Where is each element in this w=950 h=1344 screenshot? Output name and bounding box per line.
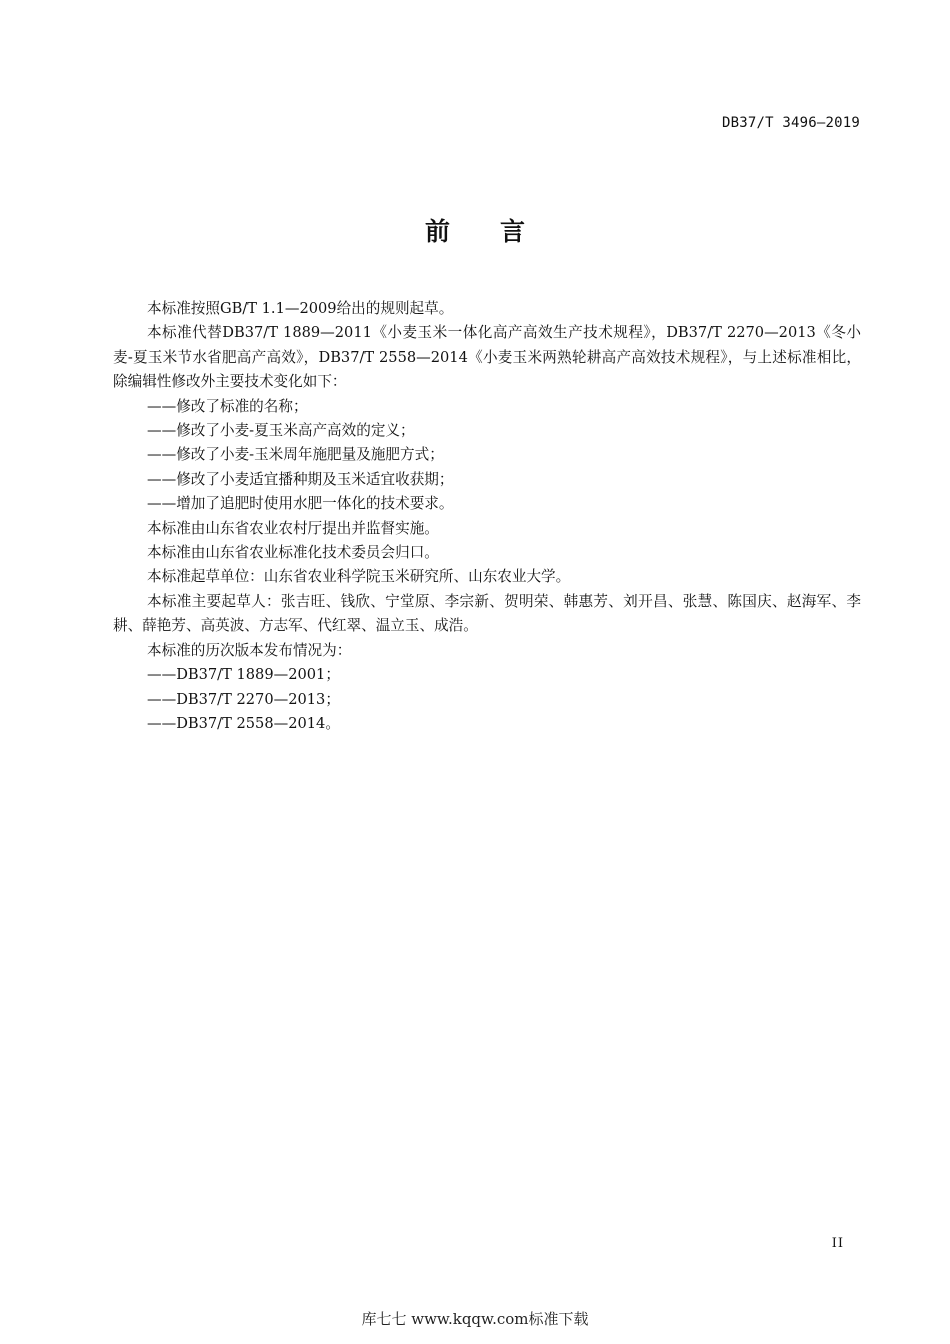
change-item: ——增加了追肥时使用水肥一体化的技术要求。 [147, 495, 454, 513]
paragraph-replaces: 本标准代替DB37/T 1889—2011《小麦玉米一体化高产高效生产技术规程》，DB37/T 2270—2013《冬小麦-夏玉米节水省肥高产高效》，DB37/T 2558—2014《小麦玉米两熟轮耕高产高效技术规程》，与上述标准相比，除编辑性修改外主要技术变化如下： [113, 324, 861, 391]
change-item: ——修改了小麦适宜播种期及玉米适宜收获期； [147, 470, 454, 488]
history-item: ——DB37/T 2270—2013； [147, 690, 340, 708]
paragraph-history: 本标准的历次版本发布情况为： [147, 641, 352, 659]
document-code: DB37/T 3496—2019 [721, 115, 860, 131]
paragraph-drafting-rules: 本标准按照GB/T 1.1—2009给出的规则起草。 [147, 300, 454, 317]
foreword-body [113, 297, 861, 736]
page-title: 前言 [424, 217, 575, 246]
page-number: II [831, 1236, 844, 1251]
paragraph-drafting-units: 本标准起草单位：山东省农业科学院玉米研究所、山东农业大学。 [147, 568, 571, 586]
change-item: ——修改了标准的名称； [147, 397, 308, 415]
paragraph-committee: 本标准由山东省农业标准化技术委员会归口。 [147, 544, 439, 562]
paragraph-proposer: 本标准由山东省农业农村厅提出并监督实施。 [147, 519, 439, 537]
history-item: ——DB37/T 2558—2014。 [147, 714, 340, 732]
change-item: ——修改了小麦-玉米周年施肥量及施肥方式； [147, 446, 444, 464]
change-item: ——修改了小麦-夏玉米高产高效的定义； [147, 422, 415, 440]
history-item: ——DB37/T 1889—2001； [147, 666, 340, 684]
watermark-text: 库七七 www.kqqw.com标准下载 [361, 1310, 589, 1328]
paragraph-drafters: 本标准主要起草人：张吉旺、钱欣、宁堂原、李宗新、贺明荣、韩惠芳、刘开昌、张慧、陈国庆、赵海军、李耕、薛艳芳、高英波、方志军、代红翠、温立玉、成浩。 [113, 592, 861, 635]
